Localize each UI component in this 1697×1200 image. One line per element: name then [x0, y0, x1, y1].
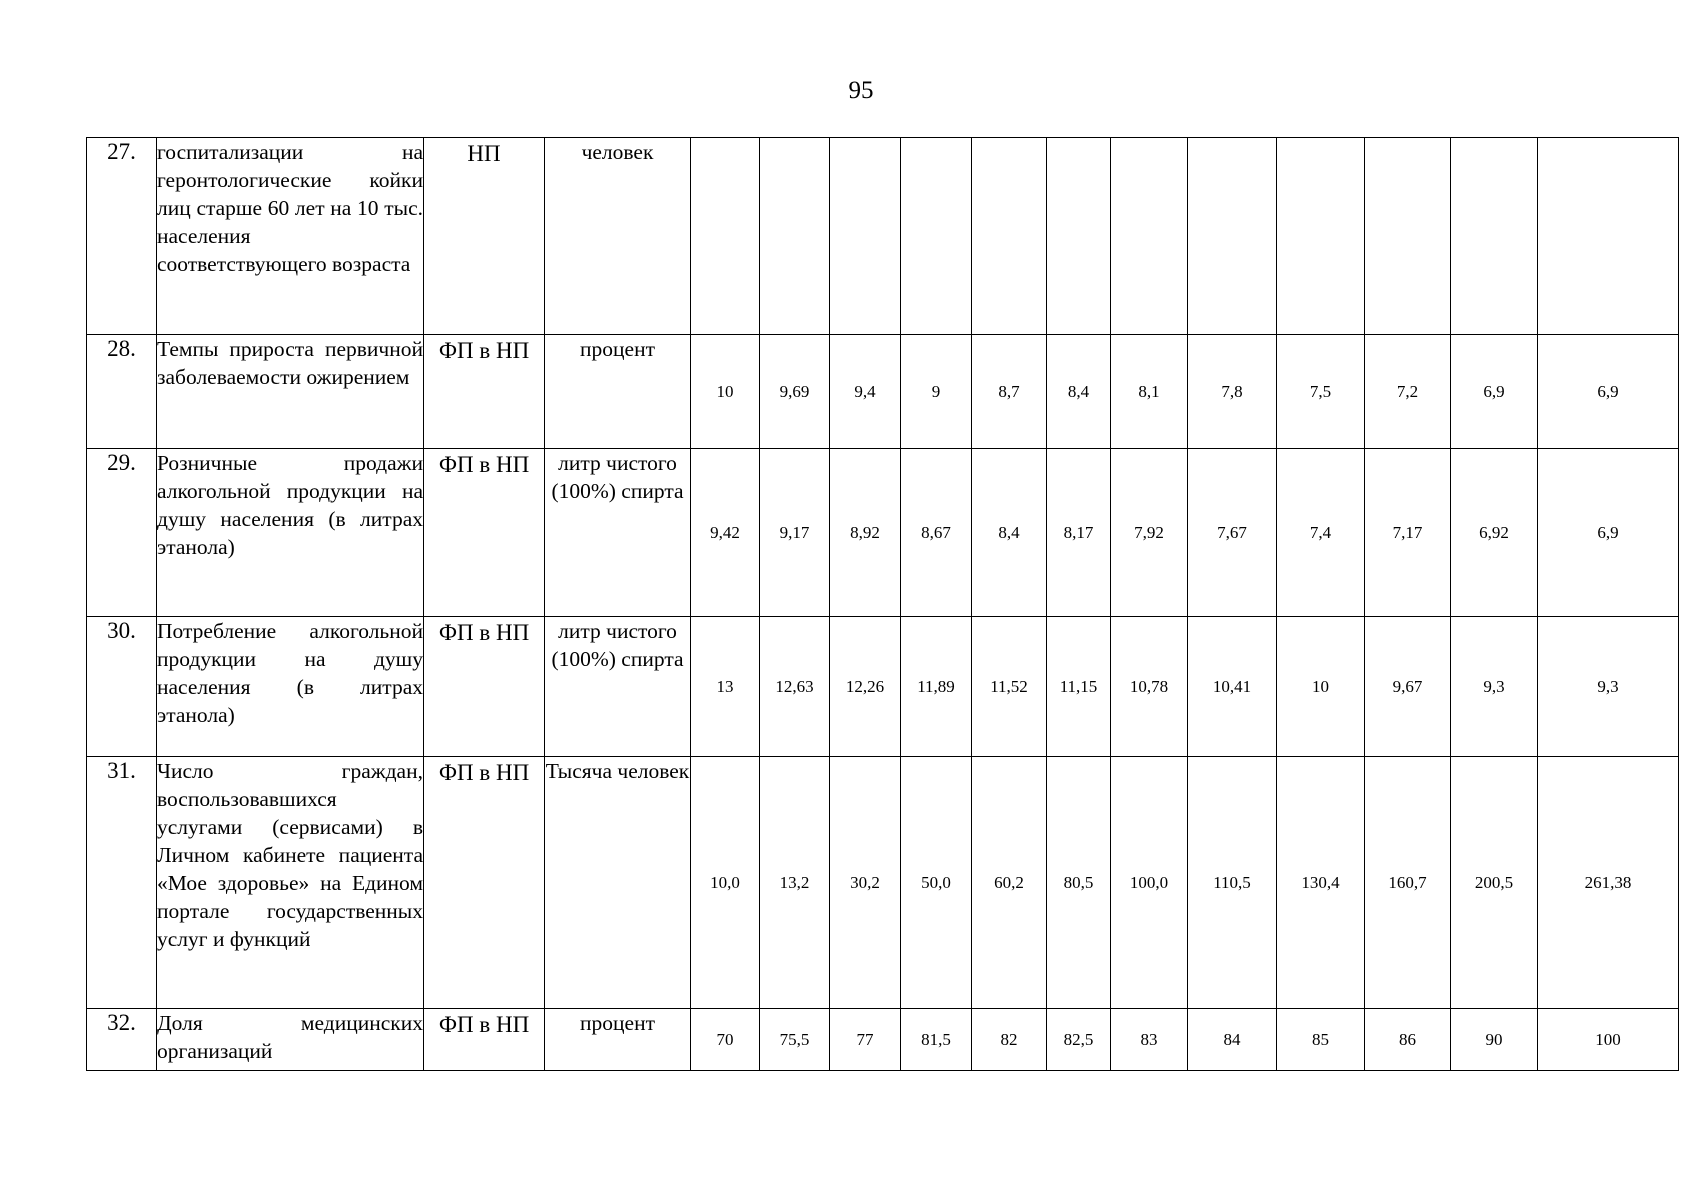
- value-cell: 160,7: [1365, 757, 1451, 1009]
- value-cell: 6,92: [1451, 449, 1538, 617]
- value-cell: 60,2: [972, 757, 1047, 1009]
- unit-of-measure: Тысяча человек: [545, 757, 691, 1009]
- value-cell: 9,3: [1538, 617, 1679, 757]
- value-cell: 8,4: [1047, 335, 1111, 449]
- value-cell: 8,67: [901, 449, 972, 617]
- value-cell: 81,5: [901, 1009, 972, 1071]
- value-cell: 82,5: [1047, 1009, 1111, 1071]
- value-cell: 9,4: [830, 335, 901, 449]
- value-cell: 11,89: [901, 617, 972, 757]
- value-cell: 100,0: [1111, 757, 1188, 1009]
- value-cell: 10: [1277, 617, 1365, 757]
- table-row: [87, 617, 1679, 757]
- value-cell: 7,4: [1277, 449, 1365, 617]
- row-number: 31.: [87, 757, 157, 1009]
- value-cell: 7,5: [1277, 335, 1365, 449]
- value-cell: 77: [830, 1009, 901, 1071]
- value-cell: 83: [1111, 1009, 1188, 1071]
- indicator-name: Розничные продажи алкогольной продукции на душу населения (в литрах этанола): [157, 449, 424, 617]
- value-cell: [830, 138, 901, 335]
- value-cell: 82: [972, 1009, 1047, 1071]
- table-row: [87, 138, 1679, 335]
- indicator-type: ФП в НП: [424, 449, 545, 617]
- value-cell: 12,26: [830, 617, 901, 757]
- value-cell: 9,42: [691, 449, 760, 617]
- row-number: 29.: [87, 449, 157, 617]
- value-cell: 200,5: [1451, 757, 1538, 1009]
- value-cell: 7,92: [1111, 449, 1188, 617]
- indicator-type: ФП в НП: [424, 757, 545, 1009]
- value-cell: [1111, 138, 1188, 335]
- value-cell: 70: [691, 1009, 760, 1071]
- value-cell: 9,17: [760, 449, 830, 617]
- value-cell: 50,0: [901, 757, 972, 1009]
- value-cell: 10,0: [691, 757, 760, 1009]
- value-cell: [901, 138, 972, 335]
- indicator-type: ФП в НП: [424, 335, 545, 449]
- value-cell: 10,78: [1111, 617, 1188, 757]
- value-cell: 9,69: [760, 335, 830, 449]
- unit-of-measure: процент: [545, 335, 691, 449]
- value-cell: 84: [1188, 1009, 1277, 1071]
- indicator-name: Доля медицинских организаций: [157, 1009, 424, 1071]
- row-number: 30.: [87, 617, 157, 757]
- indicator-type: НП: [424, 138, 545, 335]
- value-cell: [691, 138, 760, 335]
- value-cell: 12,63: [760, 617, 830, 757]
- table-row: [87, 757, 1679, 1009]
- value-cell: 90: [1451, 1009, 1538, 1071]
- value-cell: 13: [691, 617, 760, 757]
- value-cell: [1047, 138, 1111, 335]
- value-cell: 11,52: [972, 617, 1047, 757]
- value-cell: 6,9: [1451, 335, 1538, 449]
- unit-of-measure: процент: [545, 1009, 691, 1071]
- value-cell: [1451, 138, 1538, 335]
- indicator-name: Потребление алкогольной продукции на душу населения (в литрах этанола): [157, 617, 424, 757]
- value-cell: [760, 138, 830, 335]
- row-number: 32.: [87, 1009, 157, 1071]
- value-cell: 6,9: [1538, 449, 1679, 617]
- value-cell: 8,92: [830, 449, 901, 617]
- indicator-type: ФП в НП: [424, 617, 545, 757]
- value-cell: 10,41: [1188, 617, 1277, 757]
- value-cell: 13,2: [760, 757, 830, 1009]
- value-cell: 8,1: [1111, 335, 1188, 449]
- value-cell: 30,2: [830, 757, 901, 1009]
- value-cell: 80,5: [1047, 757, 1111, 1009]
- row-number: 27.: [87, 138, 157, 335]
- value-cell: 130,4: [1277, 757, 1365, 1009]
- value-cell: 9,3: [1451, 617, 1538, 757]
- value-cell: 7,17: [1365, 449, 1451, 617]
- value-cell: 100: [1538, 1009, 1679, 1071]
- value-cell: 7,2: [1365, 335, 1451, 449]
- indicator-type: ФП в НП: [424, 1009, 545, 1071]
- row-number: 28.: [87, 335, 157, 449]
- value-cell: 10: [691, 335, 760, 449]
- unit-of-measure: литр чистого (100%) спирта: [545, 617, 691, 757]
- value-cell: 8,7: [972, 335, 1047, 449]
- unit-of-measure: литр чистого (100%) спирта: [545, 449, 691, 617]
- value-cell: 85: [1277, 1009, 1365, 1071]
- indicator-name: Число граждан, воспользовавшихся услугами (сервисами) в Личном кабинете пациента «Мое здоровье» на Едином портале государственных услуг и функций: [157, 757, 424, 1009]
- value-cell: 9: [901, 335, 972, 449]
- unit-of-measure: человек: [545, 138, 691, 335]
- indicator-name: Темпы прироста первичной заболеваемости ожирением: [157, 335, 424, 449]
- value-cell: 86: [1365, 1009, 1451, 1071]
- value-cell: [1277, 138, 1365, 335]
- value-cell: 8,17: [1047, 449, 1111, 617]
- value-cell: [1365, 138, 1451, 335]
- value-cell: 110,5: [1188, 757, 1277, 1009]
- value-cell: 75,5: [760, 1009, 830, 1071]
- indicator-name: госпитализации на геронтологические койки лиц старше 60 лет на 10 тыс. населения соответствующего возраста: [157, 138, 424, 335]
- value-cell: 261,38: [1538, 757, 1679, 1009]
- table-body: [87, 138, 1679, 1071]
- value-cell: 6,9: [1538, 335, 1679, 449]
- value-cell: 9,67: [1365, 617, 1451, 757]
- value-cell: [1188, 138, 1277, 335]
- table-row: [87, 335, 1679, 449]
- indicators-table: [86, 137, 1679, 1071]
- value-cell: [1538, 138, 1679, 335]
- value-cell: [972, 138, 1047, 335]
- value-cell: 8,4: [972, 449, 1047, 617]
- value-cell: 7,67: [1188, 449, 1277, 617]
- value-cell: 7,8: [1188, 335, 1277, 449]
- table-row: [87, 449, 1679, 617]
- value-cell: 11,15: [1047, 617, 1111, 757]
- table-row: [87, 1009, 1679, 1071]
- page-number: 95: [848, 77, 874, 104]
